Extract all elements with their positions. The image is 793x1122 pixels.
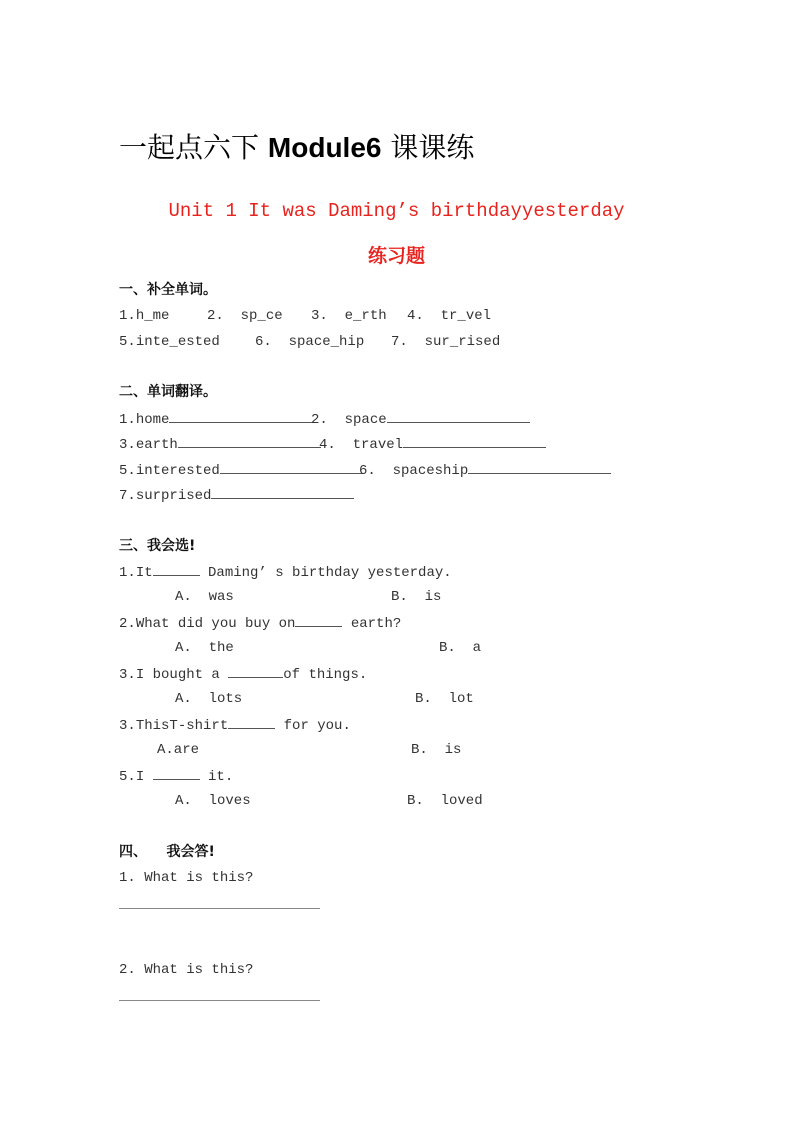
answer-question: 2. What is this? [119, 962, 254, 978]
answer-question: 1. What is this? [119, 870, 254, 886]
choice-question: 3.I bought a of things. [119, 664, 367, 684]
answer-blank[interactable] [228, 715, 275, 729]
choice-question: 5.I it. [119, 766, 233, 786]
section1-heading: 一、补全单词。 [119, 282, 217, 298]
option-a[interactable]: A. the [175, 640, 234, 656]
fill-word-item: 2. sp_ce [207, 308, 283, 324]
answer-blank[interactable] [403, 434, 546, 448]
choice-question: 3.ThisT-shirt for you. [119, 715, 351, 735]
option-b[interactable]: B. is [391, 589, 442, 605]
translate-item: 2. space [311, 409, 530, 429]
title-module: Module6 [267, 132, 382, 163]
answer-blank[interactable] [211, 485, 354, 499]
section4-number: 四、 [119, 844, 147, 860]
section2-heading: 二、单词翻译。 [119, 384, 217, 400]
answer-blank[interactable] [387, 409, 530, 423]
answer-blank[interactable] [468, 460, 611, 474]
choice-question: 1.It Daming’ s birthday yesterday. [119, 562, 452, 582]
translate-item: 1.home [119, 409, 312, 429]
option-a[interactable]: A.are [157, 742, 200, 758]
option-a[interactable]: A. lots [175, 691, 243, 707]
translate-item: 6. spaceship [359, 460, 611, 480]
answer-blank[interactable] [153, 766, 200, 780]
answer-line[interactable] [119, 908, 320, 909]
exercise-subtitle: 练习题 [367, 245, 425, 267]
answer-blank[interactable] [169, 409, 312, 423]
unit-title: Unit 1 It was Daming’s birthdayyesterday [168, 200, 625, 222]
fill-word-item: 7. sur_rised [391, 334, 501, 350]
fill-word-item: 5.inte_ested [119, 334, 220, 350]
choice-question: 2.What did you buy on earth? [119, 613, 401, 633]
translate-item: 5.interested [119, 460, 363, 480]
fill-word-item: 4. tr_vel [407, 308, 492, 324]
option-b[interactable]: B. is [411, 742, 462, 758]
title-cn-suffix: 课课练 [390, 131, 475, 164]
option-a[interactable]: A. loves [175, 793, 251, 809]
answer-blank[interactable] [295, 613, 342, 627]
translate-item: 7.surprised [119, 485, 354, 505]
option-b[interactable]: B. a [439, 640, 482, 656]
answer-blank[interactable] [153, 562, 200, 576]
section3-heading: 三、我会选! [119, 538, 196, 554]
answer-blank[interactable] [228, 664, 283, 678]
fill-word-item: 6. space_hip [255, 334, 365, 350]
option-b[interactable]: B. lot [415, 691, 474, 707]
option-b[interactable]: B. loved [407, 793, 483, 809]
option-a[interactable]: A. was [175, 589, 234, 605]
answer-line[interactable] [119, 1000, 320, 1001]
title-cn-prefix: 一起点六下 [119, 131, 260, 164]
section4-heading [119, 843, 215, 861]
page-title [119, 126, 474, 166]
answer-blank[interactable] [178, 434, 321, 448]
translate-item: 3.earth [119, 434, 321, 454]
fill-word-item: 1.h_me [119, 308, 170, 324]
section4-title: 我会答! [166, 844, 215, 860]
fill-word-item: 3. e_rth [311, 308, 387, 324]
translate-item: 4. travel [319, 434, 546, 454]
answer-blank[interactable] [220, 460, 363, 474]
